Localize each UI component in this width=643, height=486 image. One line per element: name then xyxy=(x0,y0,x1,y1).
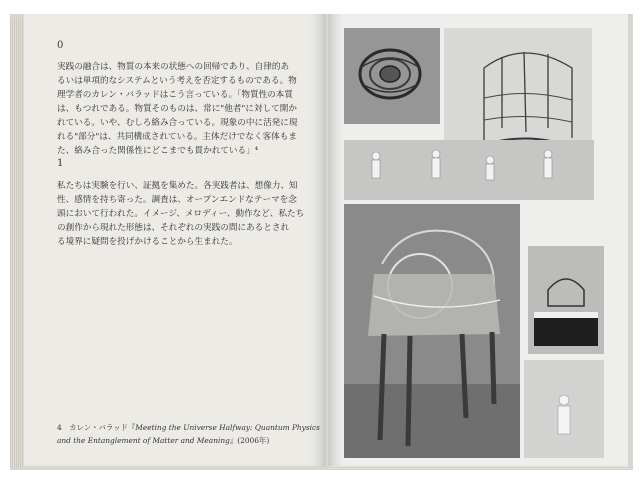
text-line: は、もつれである。物質そのものは、常に"他者"に対して開か xyxy=(57,104,297,114)
page-stack-bottom xyxy=(328,466,630,470)
footnote xyxy=(57,421,320,447)
photo-circular-object xyxy=(344,28,440,124)
text-line: 性、感情を持ち寄った。調査は、オープンエンドなテーマを念 xyxy=(57,195,297,205)
dancers-image xyxy=(344,140,594,200)
plinth-sculpture-image xyxy=(528,246,604,354)
text-line: る境界に疑問を投げかけることから生まれた。 xyxy=(57,237,238,247)
text-line: 実践の融合は、物質の本来の状態への回帰であり、自律的あ xyxy=(57,62,290,72)
wire-sculpture-image xyxy=(344,204,520,458)
text-line: 私たちは実験を行い、証拠を集めた。各実践者は、想像力、知 xyxy=(57,181,298,191)
text-line: れている。いや、むしろ絡み合っている。現象の中に活発に現 xyxy=(57,118,298,128)
section-number-1: 1 xyxy=(57,158,64,169)
text-line: た、絡み合った関係性にどこまでも貫かれている」⁴ xyxy=(57,146,259,156)
text-line: るいは単項的なシステムという考えを否定するものである。物 xyxy=(57,76,297,86)
section-0-text xyxy=(57,60,297,158)
photo-plinth-sculpture xyxy=(528,246,604,354)
text-line: 理学者のカレン・バラッドはこう言っている。「物質性の本質 xyxy=(57,90,293,100)
footnote-line-1 xyxy=(57,421,320,434)
section-number-0: 0 xyxy=(57,40,64,51)
photo-dancers-row xyxy=(344,140,594,200)
photo-wire-sculpture xyxy=(344,204,520,458)
performer-image xyxy=(524,360,604,458)
photo-performer xyxy=(524,360,604,458)
page-stack-edge xyxy=(10,18,24,468)
footnote-title-part-2: and the Entanglement of Matter and Meaning xyxy=(57,436,230,445)
footnote-line-2 xyxy=(57,434,320,447)
footnote-title-part-1: Meeting the Universe Halfway: Quantum Physics xyxy=(135,423,320,432)
text-line: の創作から現れた形態は、それぞれの実践の間にあるとされ xyxy=(57,223,290,233)
text-line: 頭において行われた。イメージ、メロディー、動作など、私たち xyxy=(57,209,305,219)
section-1-text xyxy=(57,179,304,249)
footnote-suffix: 』(2006年) xyxy=(229,436,270,445)
circular-object-image xyxy=(344,28,440,124)
text-line: れる"部分"は、共同構成されている。主体だけでなく客体もま xyxy=(57,132,297,142)
footnote-prefix: 4 カレン・バラッド『 xyxy=(57,423,136,432)
